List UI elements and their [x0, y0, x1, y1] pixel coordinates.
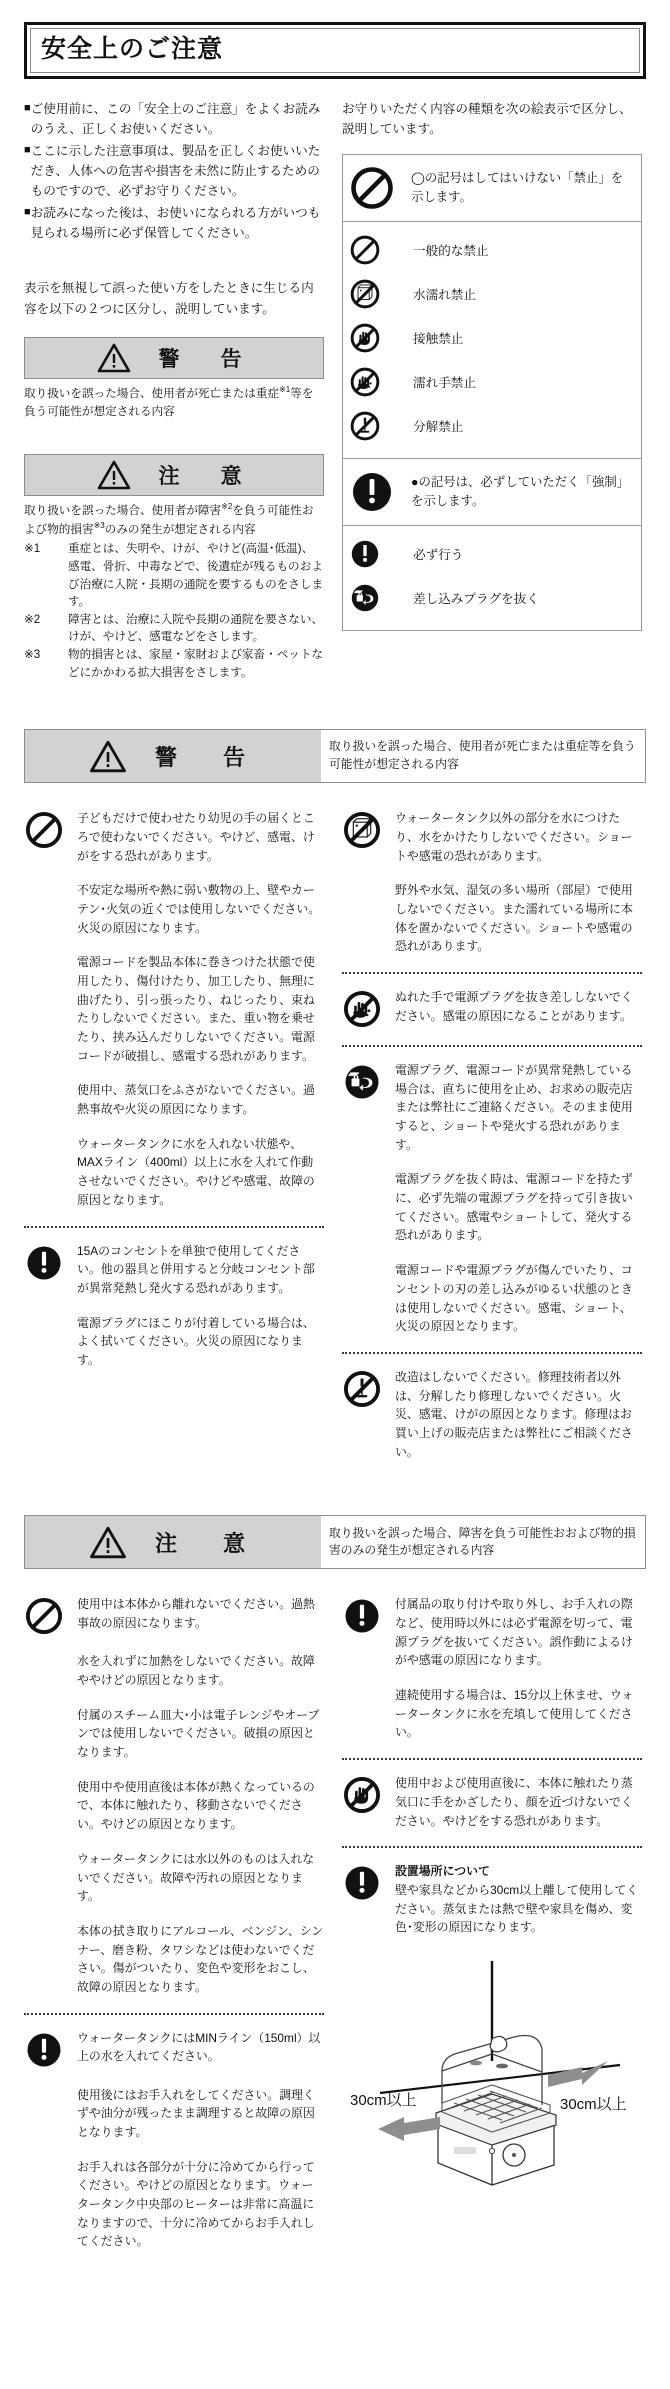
safety-item	[342, 1686, 642, 1742]
page-title-inner	[30, 28, 640, 73]
caution-section-badge	[25, 1516, 321, 1568]
symbol-legend-table	[342, 154, 642, 631]
legend-prohibition-rows	[343, 222, 641, 458]
footnote-text: 重症とは、失明や、けが、やけど(高温･低温)、感電、骨折、中毒などで、後遺症が残るものおよび治療に入院・長期の通院を要するものをさします。	[68, 542, 324, 609]
legend-row	[343, 532, 641, 576]
section-divider	[24, 2013, 324, 2015]
safety-item-text: 連続使用する場合は、15分以上休ませ、ウォータータンクに水を充填して使用してください。	[395, 1688, 634, 1740]
safety-item-text: 使用中や使用直後は本体が熱くなっているので、本体に触れたり、移動さないでください。やけどの原因となります。	[77, 1779, 315, 1832]
safety-item-text: 使用後にはお手入れをしてください。調理くずや油分が残ったまま調理すると故障の原因となります。	[77, 2087, 315, 2140]
mandatory-action-icon	[342, 1862, 386, 1937]
general-prohibition-icon	[24, 809, 68, 865]
safety-item-text: 子どもだけで使わせたり幼児の手の届くところで使わないでください。やけど、感電、けがをする恐れがあります。	[77, 811, 315, 863]
section-divider	[24, 1226, 324, 1228]
legend-row	[343, 404, 641, 448]
legend-row	[343, 272, 641, 316]
safety-item-title: 設置場所について	[395, 1864, 490, 1879]
general-prohibition-icon	[349, 165, 403, 211]
intro-right-column	[342, 99, 642, 681]
warning-definition-bar	[24, 337, 324, 379]
caution-right-column	[342, 1595, 642, 2267]
intro-bullet-text: お読みになった後は、お使いになられる方がいつも見られる場所に必ず保管してください。	[30, 205, 321, 241]
page-title: 安全上のご注意	[41, 35, 224, 63]
warning-right-column	[342, 809, 642, 1477]
unplug-icon	[342, 1061, 386, 1154]
legend-mandatory-header	[343, 458, 641, 526]
no-disassembly-icon	[342, 1368, 386, 1461]
warning-desc-ref: ※1	[279, 385, 291, 395]
caution-desc-post: のみの発生が想定される内容	[104, 522, 256, 536]
safety-item	[24, 881, 324, 937]
safety-item	[24, 1922, 324, 1997]
no-disassembly-icon	[349, 410, 403, 442]
intro-bullet-text: ご使用前に、この「安全上のご注意」をよくお読みのうえ、正しくお使いください。	[30, 101, 321, 137]
no-wet-hands-icon	[349, 366, 403, 398]
safety-item	[342, 1368, 642, 1461]
mandatory-action-icon	[24, 1242, 68, 1298]
safety-item	[342, 1261, 642, 1336]
intro-right-note: お守りいただく内容の種類を次の絵表示で区分し、説明しています。	[342, 101, 632, 137]
caution-desc-ref2: ※3	[93, 520, 105, 530]
no-touch-icon	[349, 322, 403, 354]
legend-row	[343, 316, 641, 360]
legend-row-label: 分解禁止	[413, 420, 464, 435]
legend-prohibition-text: ◯の記号はしてはいけない「禁止」を示します。	[411, 170, 624, 204]
safety-item-text: 不安定な場所や熱に弱い敷物の上、壁やカーテン･火気の近くでは使用しないでください。火災の原因になります。	[77, 883, 321, 935]
safety-item	[342, 809, 642, 865]
safety-item	[24, 1135, 324, 1210]
safety-item	[342, 1061, 642, 1154]
warning-word: 警 告	[158, 348, 252, 372]
safety-item-text: 水を入れずに加熱をしないでください。故障ややけどの原因となります。	[77, 1654, 315, 1688]
safety-item-text: 改造はしないでください。修理技術者以外は、分解したり修理しないでください。火災、感電、けがの原因となります。修理はお買い上げの販売店または弊社にご相談ください。	[395, 1369, 633, 1459]
safety-item-text: 本体の拭き取りにアルコール、ベンジン、シンナー、磨き粉、タワシなどは使わないでください。傷がついたり、変色や変形をおこし、故障の原因となります。	[77, 1923, 324, 1994]
section-divider	[342, 1352, 642, 1354]
safety-item-text: 電源プラグ、電源コードが異常発熱している場合は、直ちに使用を止め、お求めの販売店または弊社にご連絡ください。そのまま使用すると、ショートや発火する恐れがあります。	[395, 1062, 633, 1152]
safety-item-text: 付属品の取り付けや取り外し、お手入れの際など、使用時以外には必ず電源を切って、電源プラグを抜いてください。誤作動によるけがや感電の原因になります。	[395, 1597, 633, 1668]
safety-instructions-page	[0, 22, 670, 2389]
safety-item	[342, 1862, 642, 1937]
installation-clearance-diagram	[342, 1953, 642, 2203]
safety-item-text: 電源コードや電源プラグが傷んでいたり、コンセントの刃の差し込みがゆるい状態のときは使用しないでください。感電、ショート、火災の原因となります。	[395, 1263, 633, 1334]
no-wet-hands-icon	[342, 988, 386, 1029]
no-water-contact-icon	[349, 278, 403, 310]
safety-item-text: 電源プラグを抜く時は、電源コードを持たずに、必ず先端の電源プラグを持って引き抜いてください。感電やショートして、発火する恐れがあります。	[395, 1172, 633, 1243]
safety-item	[24, 1314, 324, 1370]
legend-prohibition-header	[343, 155, 641, 222]
safety-item-text: 電源コードを製品本体に巻きつけた状態で使用したり、傷付けたり、加工したり、無理に曲げたり、引っ張ったり、ねじったり、束ねたりしないでください。また、重い物を乗せたり、挟み込んだりしないでください。電源コードが破損し、感電する恐れがあります。	[77, 955, 315, 1063]
safety-item-text: ウォータータンクには水以外のものは入れないでください。故障や汚れの原因となります。	[77, 1851, 315, 1904]
mandatory-action-icon	[24, 2029, 68, 2070]
safety-item	[342, 1170, 642, 1245]
intro-left-column	[24, 99, 324, 681]
safety-item	[24, 1242, 324, 1298]
intro-left-note: 表示を無視して誤った使い方をしたときに生じる内容を以下の２つに区分し、説明しています。	[24, 281, 314, 316]
footnote-text: 物的損害とは、家屋・家財および家畜・ペットなどにかかわる拡大損害をさします。	[68, 647, 324, 679]
warning-triangle-icon	[97, 460, 131, 490]
warning-desc-pre: 取り扱いを誤った場合、使用者が死亡または重症	[24, 387, 280, 401]
clearance-label-right: 30cm以上	[560, 2095, 627, 2113]
warning-section-badge	[25, 730, 321, 782]
legend-row-label: 差し込みプラグを抜く	[413, 592, 539, 607]
mandatory-action-icon	[349, 469, 403, 515]
safety-item	[342, 1774, 642, 1830]
safety-item-text: 使用中および使用直後に、本体に触れたり蒸気口に手をかざしたり、顔を近づけないでください。やけどをする恐れがあります。	[395, 1776, 633, 1828]
section-divider	[342, 1758, 642, 1760]
footnote-key: ※2	[24, 612, 41, 626]
legend-mandatory-text: ●の記号は、必ずしていただく「強制」を示します。	[411, 474, 630, 508]
safety-item-text: 使用中は本体から離れないでください。過熱事故の原因になります。	[77, 1597, 315, 1631]
safety-item-text: 15Aのコンセントを単独で使用してください。他の器具と併用すると分岐コンセント部が異常発熱し発火する恐れがあります。	[77, 1243, 315, 1295]
legend-row-label: 水濡れ禁止	[413, 288, 476, 303]
safety-item-text: ぬれた手で電源プラグを抜き差ししないでください。感電の原因になることがあります。	[395, 989, 633, 1023]
safety-item	[342, 988, 642, 1029]
mandatory-action-icon	[342, 1595, 386, 1670]
unplug-icon	[349, 582, 403, 614]
caution-section-header	[24, 1515, 646, 1569]
bullet-square-icon: ■	[24, 143, 31, 156]
warning-triangle-icon	[89, 740, 127, 773]
legend-mandatory-rows	[343, 526, 641, 630]
safety-item	[24, 1706, 324, 1762]
warning-section-desc: 取り扱いを誤った場合、使用者が死亡または重症等を負う可能性が想定される内容	[321, 730, 645, 782]
legend-row	[343, 360, 641, 404]
safety-item	[24, 953, 324, 1065]
general-prohibition-icon	[24, 1595, 68, 1636]
legend-row-label: 一般的な禁止	[413, 244, 489, 259]
caution-definition-text	[24, 501, 324, 538]
footnote-item	[24, 646, 324, 681]
safety-item	[24, 809, 324, 865]
safety-item	[24, 2086, 324, 2142]
safety-item	[342, 881, 642, 956]
safety-item	[342, 1595, 642, 1670]
bullet-square-icon: ■	[24, 101, 31, 114]
section-divider	[342, 1045, 642, 1047]
warning-left-column	[24, 809, 324, 1477]
safety-item	[24, 2158, 324, 2251]
intro-bullet	[24, 141, 324, 202]
safety-item	[24, 1595, 324, 1636]
warning-triangle-icon	[97, 343, 131, 373]
section-divider	[342, 972, 642, 974]
safety-item	[24, 1850, 324, 1906]
caution-definition-bar	[24, 454, 324, 496]
safety-item-text: ウォータータンクに水を入れない状態や、MAXライン（400ml）以上に水を入れて作動させないでください。やけどや感電、故障の原因となります。	[77, 1136, 315, 1207]
footnote-item	[24, 611, 324, 646]
legend-row	[343, 228, 641, 272]
warning-definition-text	[24, 384, 324, 420]
bullet-square-icon: ■	[24, 205, 31, 218]
safety-item-text: ウォータータンク以外の部分を水につけたり、水をかけたりしないでください。ショートや感電の恐れがあります。	[395, 811, 633, 863]
caution-desc-mid: を負う可能性および物的損害	[24, 504, 314, 536]
legend-row-label: 接触禁止	[413, 332, 464, 347]
footnote-text: 障害とは、治療に入院や長期の通院を要さない、けが、やけど、感電などをさします。	[68, 612, 324, 644]
warning-triangle-icon	[89, 1526, 127, 1559]
footnote-item	[24, 540, 324, 610]
caution-desc-pre: 取り扱いを誤った場合、使用者が障害	[24, 504, 222, 518]
safety-item	[24, 1778, 324, 1834]
no-water-contact-icon	[342, 809, 386, 865]
caution-section-word: 注 意	[154, 1530, 257, 1556]
mandatory-action-icon	[349, 538, 403, 570]
footnote-list	[24, 540, 324, 681]
intro-bullet-text: ここに示した注意事項は、製品を正しくお使いいただき、人体への危害や損害を未然に防止するためのものですので、必ずお守りください。	[30, 143, 321, 199]
clearance-label-left: 30cm以上	[350, 2091, 417, 2109]
safety-item	[24, 1081, 324, 1118]
safety-item-text: 電源プラグにほこりが付着している場合は、よく拭いてください。火災の原因になります。	[77, 1315, 315, 1367]
section-divider	[342, 1846, 642, 1848]
no-touch-icon	[342, 1774, 386, 1830]
caution-word: 注 意	[158, 465, 252, 489]
warning-section-columns	[24, 809, 646, 1477]
safety-item	[24, 2029, 324, 2070]
legend-row-label: 必ず行う	[413, 548, 464, 563]
footnote-key: ※3	[24, 647, 41, 661]
warning-section-header	[24, 729, 646, 783]
warning-section-word: 警 告	[154, 744, 257, 770]
caution-desc-ref1: ※2	[221, 502, 233, 512]
safety-item	[24, 1652, 324, 1689]
legend-row-label: 濡れ手禁止	[413, 376, 476, 391]
general-prohibition-icon	[349, 234, 403, 266]
safety-item-body	[395, 1862, 642, 1937]
intro-bullet	[24, 99, 324, 140]
caution-left-column	[24, 1595, 324, 2267]
legend-row	[343, 576, 641, 620]
safety-item-text: 付属のスチーム皿大･小は電子レンジやオーブンでは使用しないでください。破損の原因となります。	[77, 1707, 320, 1760]
footnote-key: ※1	[24, 542, 41, 556]
safety-item-text: 使用中、蒸気口をふさがないでください。過熱事故や火災の原因になります。	[77, 1083, 315, 1117]
page-title-frame	[24, 22, 646, 79]
safety-item-text: 壁や家具などから30cm以上離して使用してください。蒸気または熱で壁や家具を傷め、変色･変形の原因になります。	[395, 1882, 639, 1935]
intro-bullet	[24, 203, 324, 244]
safety-item-text: お手入れは各部分が十分に冷めてから行ってください。やけどの原因となります。ウォータータンク中央部のヒーターは非常に高温になりますので、十分に冷めてからお手入れしてください。	[77, 2159, 315, 2249]
safety-item-text: 野外や水気、湿気の多い場所（部屋）で使用しないでください。また濡れている場所に本体を置かないでください。ショートや感電の恐れがあります。	[395, 883, 633, 954]
caution-section-desc: 取り扱いを誤った場合、障害を負う可能性おおよび物的損害のみの発生が想定される内容	[321, 1516, 645, 1568]
intro-section	[24, 99, 646, 681]
safety-item-text: ウォータータンクにはMINライン（150ml）以上の水を入れてください。	[77, 2030, 321, 2064]
caution-section-columns	[24, 1595, 646, 2267]
warning-desc-post: 等を負う可能性が想定される内容	[24, 387, 314, 418]
